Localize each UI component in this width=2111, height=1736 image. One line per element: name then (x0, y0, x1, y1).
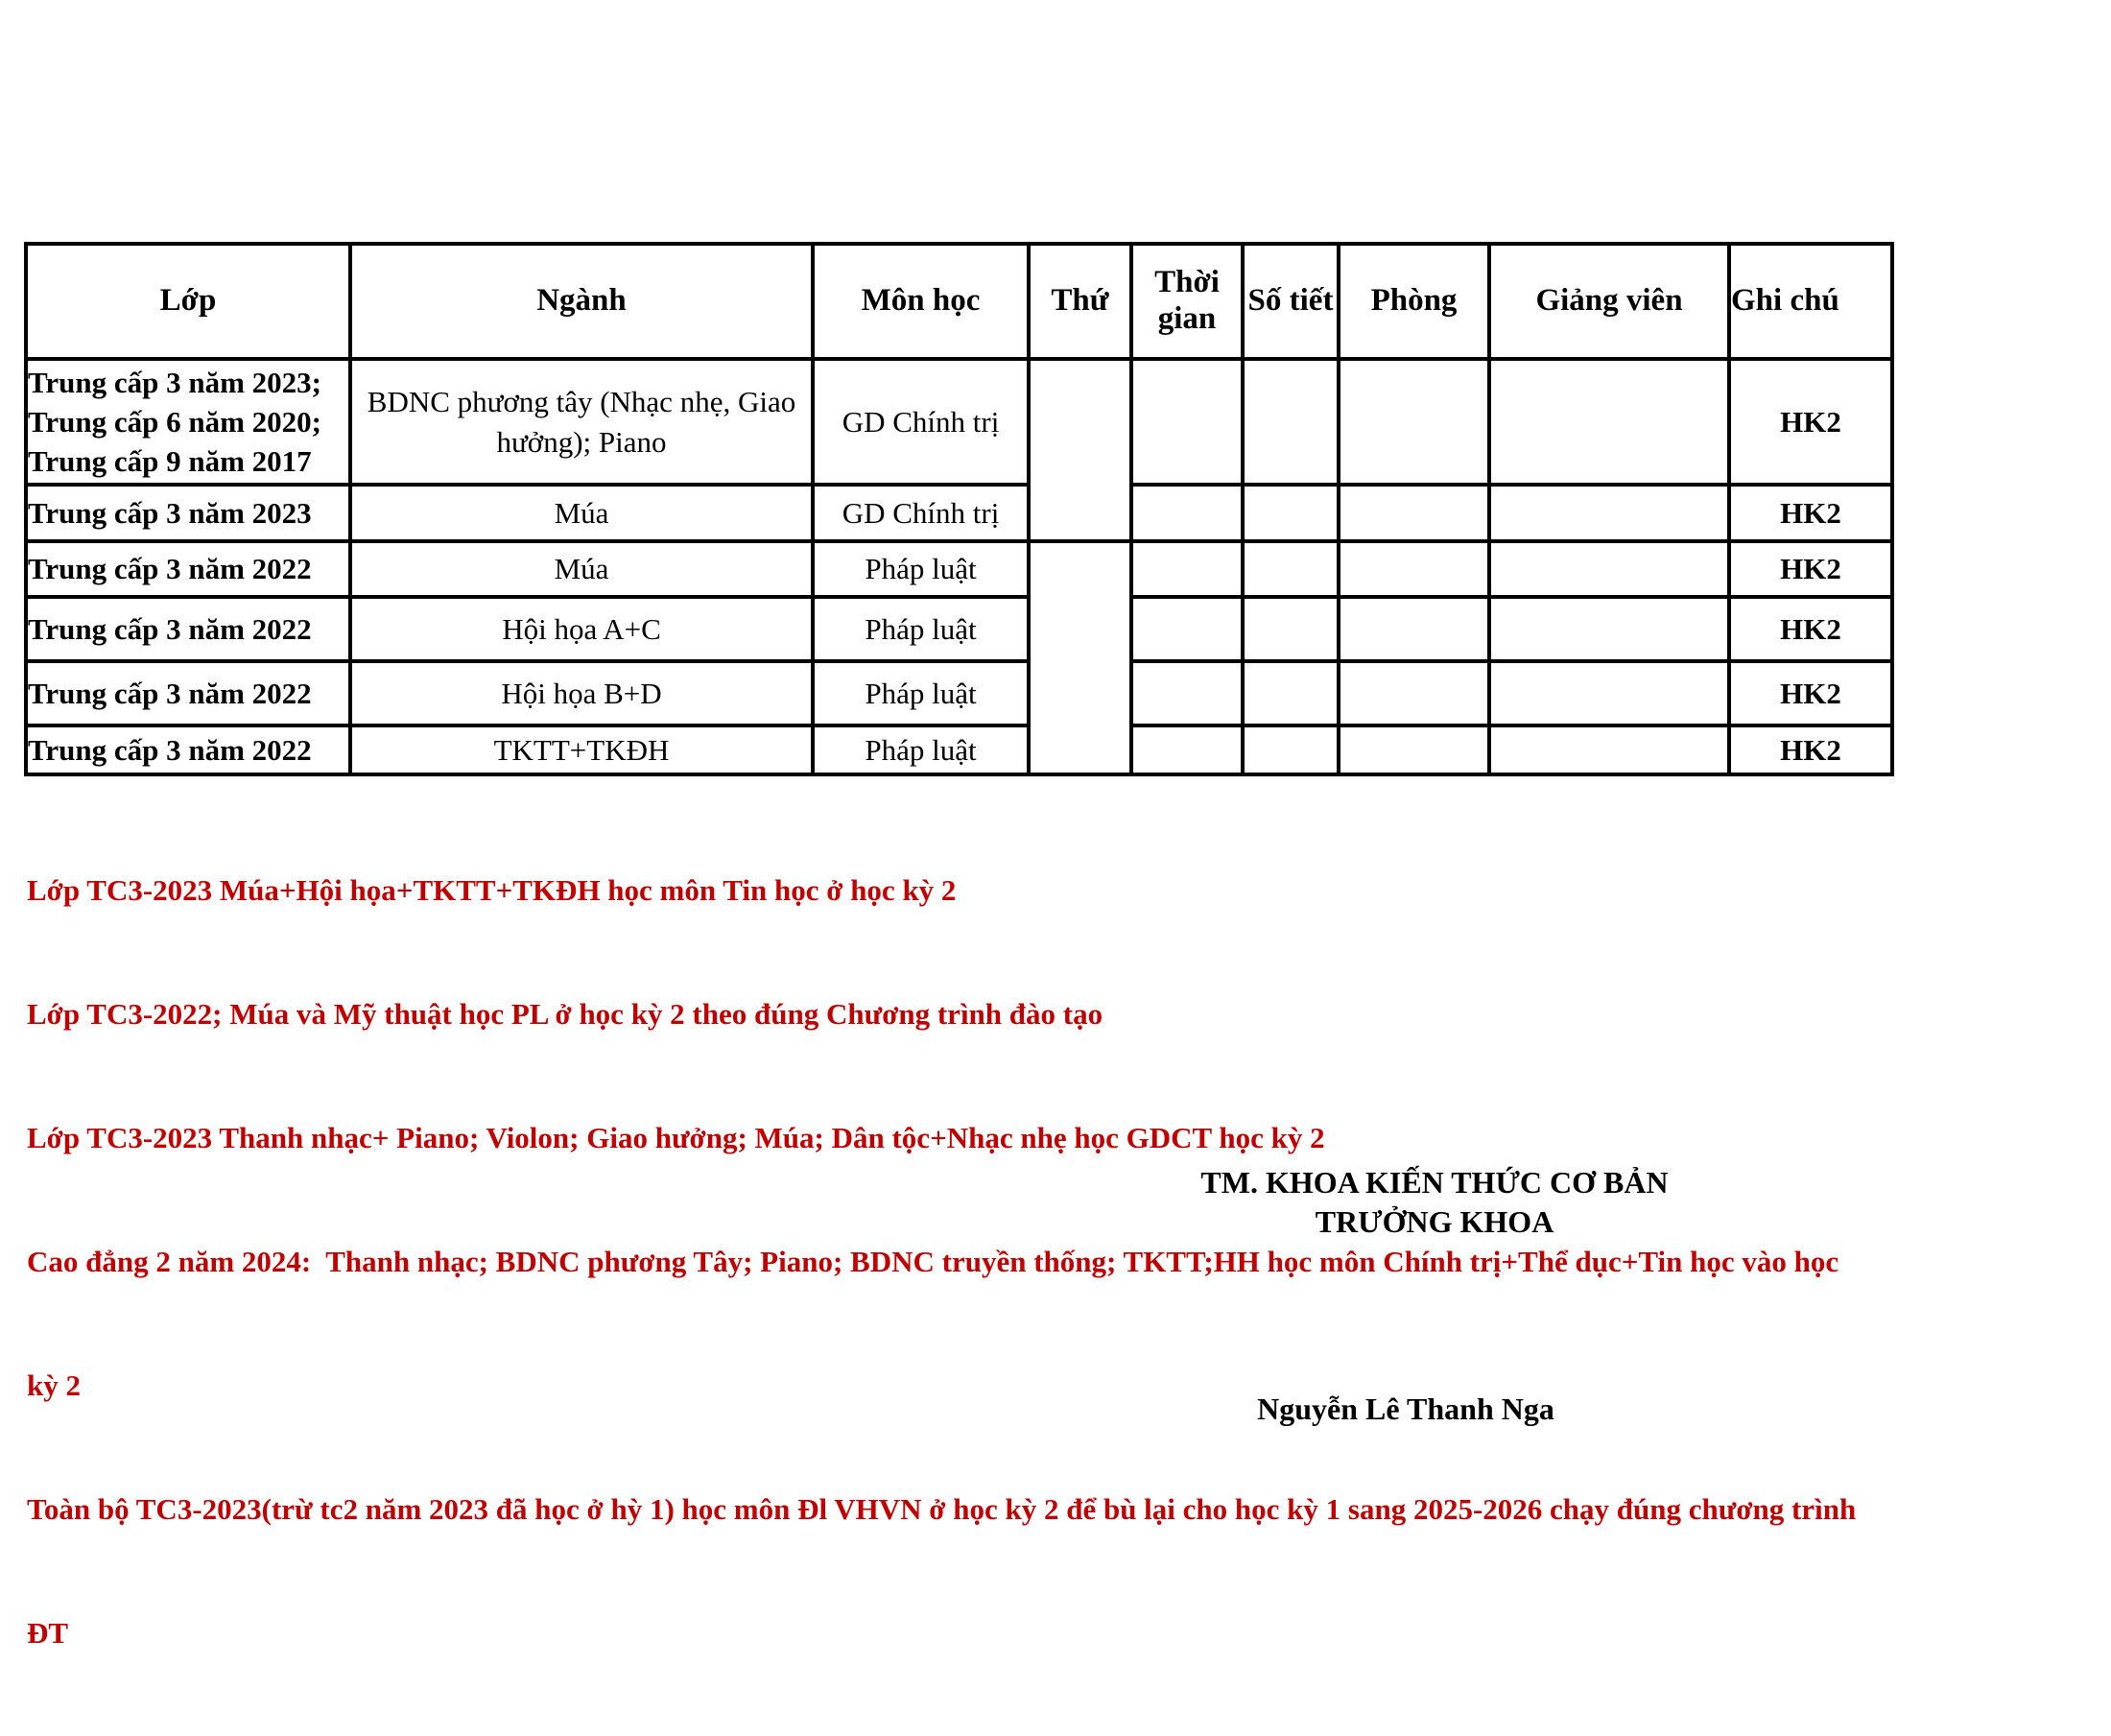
cell-nganh: Hội họa A+C (350, 597, 813, 661)
signature-heading: TM. KHOA KIẾN THỨC CƠ BẢN (1200, 1165, 1669, 1200)
table-header-row (26, 244, 1892, 359)
cell-so-tiet (1243, 359, 1339, 485)
cell-so-tiet (1243, 485, 1339, 541)
table-row (26, 725, 1892, 774)
signatory-name: Nguyễn Lê Thanh Nga (1257, 1391, 1554, 1426)
cell-thoi-gian (1131, 661, 1243, 725)
column-header-giang-vien: Giảng viên (1489, 244, 1729, 359)
note-line: Cao đẳng 2 năm 2024: Thanh nhạc; BDNC phương Tây; Piano; BDNC truyền thống; TKTT;HH học môn Chính trị+Thể dục+Tin học vào học (27, 1245, 1839, 1278)
cell-ghi-chu: HK2 (1729, 541, 1892, 597)
cell-thu (1029, 359, 1131, 541)
cell-giang-vien (1489, 485, 1729, 541)
cell-so-tiet (1243, 661, 1339, 725)
cell-thoi-gian (1131, 725, 1243, 774)
cell-giang-vien (1489, 541, 1729, 597)
cell-phong (1339, 661, 1489, 725)
cell-ghi-chu: HK2 (1729, 597, 1892, 661)
cell-giang-vien (1489, 725, 1729, 774)
lop-line: Trung cấp 3 năm 2023; (28, 366, 322, 399)
column-header-mon-hoc: Môn học (813, 244, 1029, 359)
cell-nganh: Múa (350, 541, 813, 597)
cell-mon-hoc: GD Chính trị (813, 485, 1029, 541)
cell-thoi-gian (1131, 359, 1243, 485)
cell-so-tiet (1243, 725, 1339, 774)
cell-phong (1339, 725, 1489, 774)
cell-so-tiet (1243, 597, 1339, 661)
note-line: Lớp TC3-2022; Múa và Mỹ thuật học PL ở học kỳ 2 theo đúng Chương trình đào tạo (27, 997, 1103, 1031)
cell-ghi-chu: HK2 (1729, 661, 1892, 725)
cell-thoi-gian (1131, 541, 1243, 597)
cell-ghi-chu: HK2 (1729, 485, 1892, 541)
class-schedule-table (24, 242, 1894, 776)
cell-ghi-chu: HK2 (1729, 359, 1892, 485)
column-header-phong: Phòng (1339, 244, 1489, 359)
cell-mon-hoc: Pháp luật (813, 541, 1029, 597)
cell-phong (1339, 541, 1489, 597)
note-line: Lớp TC3-2023 Thanh nhạc+ Piano; Violon; Giao hưởng; Múa; Dân tộc+Nhạc nhẹ học GDCT học kỳ 2 (27, 1121, 1325, 1154)
table-row (26, 597, 1892, 661)
table-row (26, 661, 1892, 725)
cell-lop: Trung cấp 3 năm 2022 (26, 725, 350, 774)
cell-lop: Trung cấp 3 năm 2022 (26, 597, 350, 661)
notes-section (27, 787, 1898, 1736)
column-header-lop: Lớp (26, 244, 350, 359)
cell-mon-hoc: GD Chính trị (813, 359, 1029, 485)
note-line: Toàn bộ TC3-2023(trừ tc2 năm 2023 đã học ở hỳ 1) học môn Đl VHVN ở học kỳ 2 để bù lại cho học kỳ 1 sang 2025-2026 chạy đúng chương trình (27, 1492, 1857, 1526)
cell-mon-hoc: Pháp luật (813, 661, 1029, 725)
column-header-ghi-chu: Ghi chú (1729, 244, 1892, 359)
cell-phong (1339, 597, 1489, 661)
cell-lop: Trung cấp 3 năm 2022 (26, 661, 350, 725)
cell-giang-vien (1489, 661, 1729, 725)
column-header-thu: Thứ (1029, 244, 1131, 359)
column-header-thoi-gian: Thời gian (1131, 244, 1243, 359)
cell-thoi-gian (1131, 597, 1243, 661)
cell-nganh: Hội họa B+D (350, 661, 813, 725)
table-row (26, 541, 1892, 597)
table-row (26, 485, 1892, 541)
cell-lop: Trung cấp 3 năm 2022 (26, 541, 350, 597)
cell-lop (26, 359, 350, 485)
cell-mon-hoc: Pháp luật (813, 597, 1029, 661)
column-header-nganh: Ngành (350, 244, 813, 359)
cell-giang-vien (1489, 597, 1729, 661)
note-line: ĐT (27, 1616, 69, 1650)
table-row (26, 359, 1892, 485)
cell-so-tiet (1243, 541, 1339, 597)
cell-nganh: BDNC phương tây (Nhạc nhẹ, Giao hưởng); Piano (350, 359, 813, 485)
cell-ghi-chu: HK2 (1729, 725, 1892, 774)
note-line: Lớp TC3-2023 Múa+Hội họa+TKTT+TKĐH học môn Tin học ở học kỳ 2 (27, 873, 957, 907)
lop-line: Trung cấp 9 năm 2017 (28, 444, 312, 478)
signature-block (1123, 1163, 1746, 1242)
column-header-so-tiet: Số tiết (1243, 244, 1339, 359)
cell-phong (1339, 485, 1489, 541)
cell-thoi-gian (1131, 485, 1243, 541)
cell-thu (1029, 541, 1131, 774)
cell-mon-hoc: Pháp luật (813, 725, 1029, 774)
cell-nganh: Múa (350, 485, 813, 541)
cell-phong (1339, 359, 1489, 485)
cell-lop: Trung cấp 3 năm 2023 (26, 485, 350, 541)
cell-nganh: TKTT+TKĐH (350, 725, 813, 774)
cell-giang-vien (1489, 359, 1729, 485)
lop-line: Trung cấp 6 năm 2020; (28, 405, 322, 439)
signature-subheading: TRƯỞNG KHOA (1315, 1204, 1554, 1239)
note-line: kỳ 2 (27, 1368, 81, 1402)
